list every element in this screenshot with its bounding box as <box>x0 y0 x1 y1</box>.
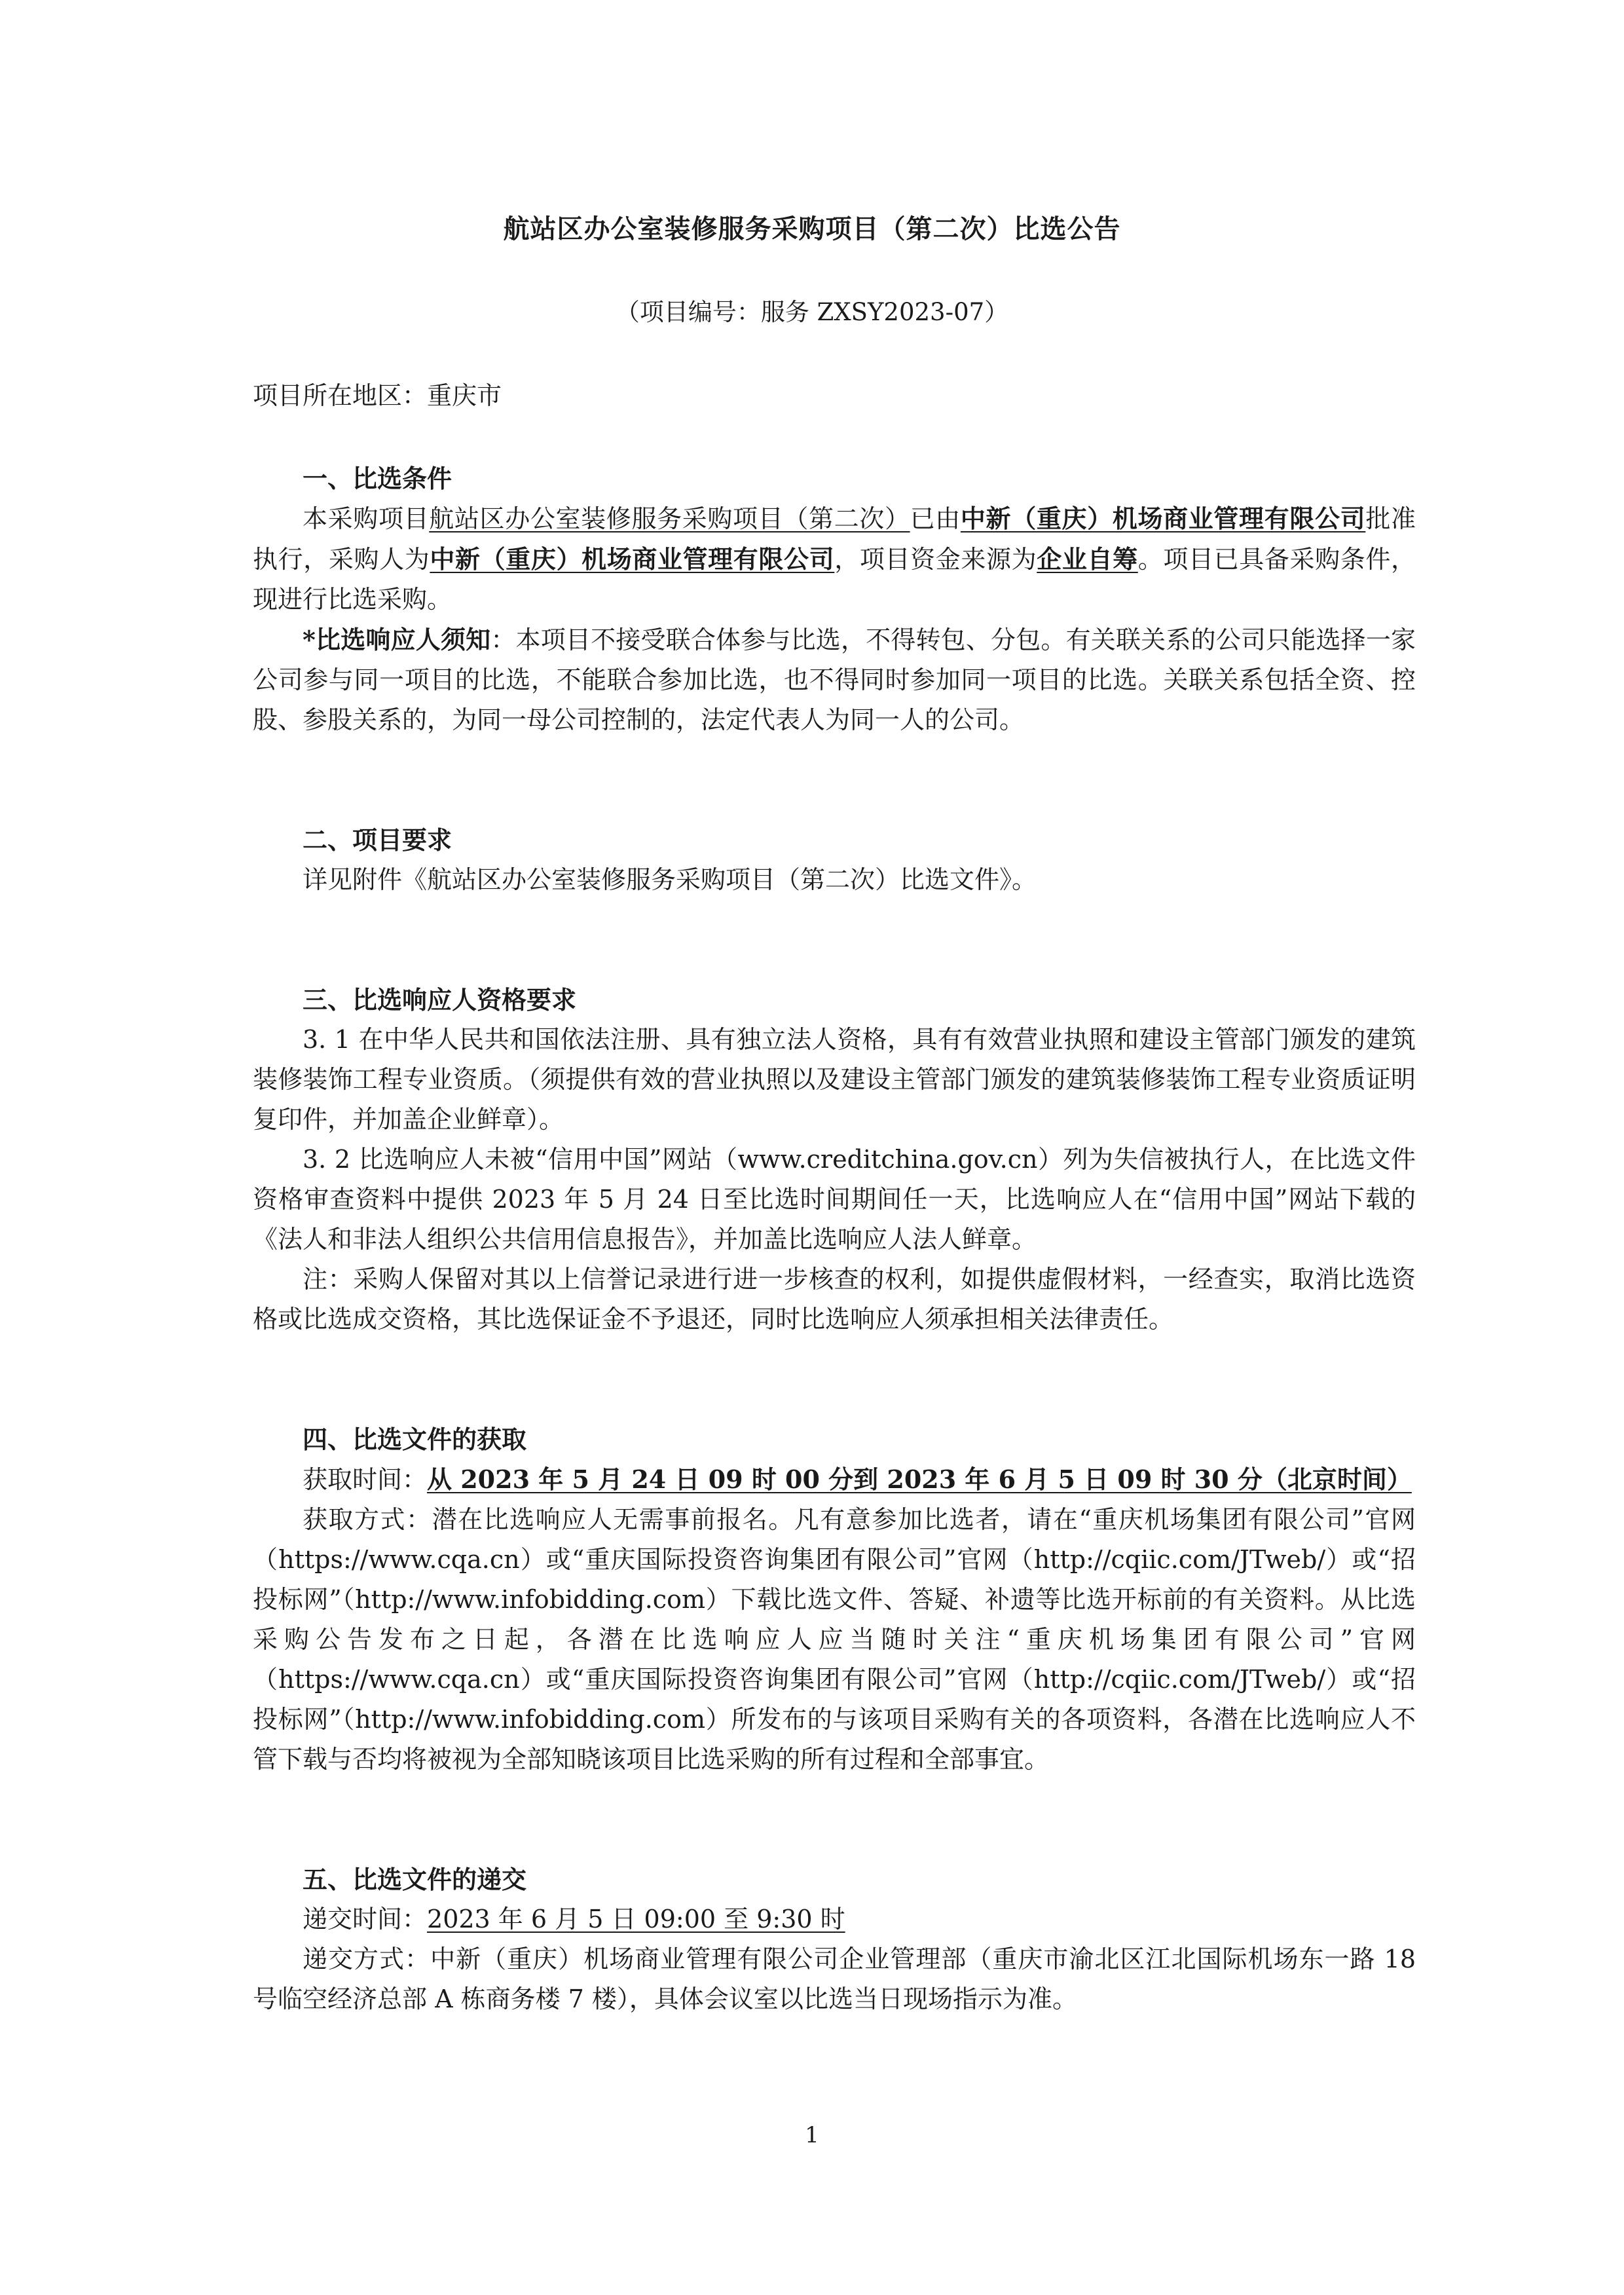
spacer <box>253 900 1416 980</box>
spacer <box>253 740 1416 820</box>
section-3-paragraph-1: 3. 1 在中华人民共和国依法注册、具有独立法人资格，具有有效营业执照和建设主管部门颁发的建筑装修装饰工程专业资质。（须提供有效的营业执照以及建设主管部门颁发的建筑装修装饰工程专业资质证明复印件，并加盖企业鲜章）。 <box>253 1025 1416 1134</box>
section-1-paragraph-2 <box>253 620 1416 740</box>
section-5-heading: 五、比选文件的递交 <box>303 1865 527 1894</box>
text-span: ，项目资金来源为 <box>834 545 1037 574</box>
acquisition-time-value: 从 2023 年 5 月 24 日 09 时 00 分到 2023 年 6 月 5 日 09 时 30 分（北京时间） <box>427 1465 1412 1494</box>
text-span: 批准执行，采购人为 <box>253 504 1416 574</box>
submission-method: 递交方式：中新（重庆）机场商业管理有限公司企业管理部（重庆市渝北区江北国际机场东一路 18 号临空经济总部 A 栋商务楼 7 楼），具体会议室以比选当日现场指示为准。 <box>253 1945 1416 2013</box>
page-number: 1 <box>805 2122 819 2148</box>
section-3-paragraph-2: 3. 2 比选响应人未被“信用中国”网站（www.creditchina.gov.cn）列为失信被执行人，在比选文件资格审查资料中提供 2023 年 5 月 24 日至比选时间期间任一天，比选响应人在“信用中国”网站下载的《法人和非法人组织公共信用信息报告》，并加盖比选响应人法人鲜章。 <box>253 1145 1416 1254</box>
project-region: 项目所在地区：重庆市 <box>253 381 502 410</box>
text-span: 已由 <box>910 504 961 533</box>
spacer <box>253 1780 1416 1859</box>
section-4-heading: 四、比选文件的获取 <box>303 1425 527 1454</box>
document-body <box>253 458 1416 2019</box>
section-2-heading: 二、项目要求 <box>303 825 452 855</box>
text-span: 。项目已具备采购条件，现进行比选采购。 <box>253 545 1416 614</box>
text-span: ：本项目不接受联合体参与比选，不得转包、分包。有关联关系的公司只能选择一家公司参与同一项目的比选，不能联合参加比选，也不得同时参加同一项目的比选。关联关系包括全资、控股、参股关系的，为同一母公司控制的，法定代表人为同一人的公司。 <box>253 625 1416 734</box>
section-3-heading: 三、比选响应人资格要求 <box>303 985 577 1015</box>
submission-time <box>253 1899 1416 1939</box>
section-2-text: 详见附件《航站区办公室装修服务采购项目（第二次）比选文件》。 <box>303 865 1037 894</box>
text-span: 递交时间： <box>303 1905 428 1933</box>
text-span: 获取时间： <box>303 1465 428 1494</box>
acquisition-time <box>253 1459 1416 1500</box>
section-1-paragraph-1 <box>253 498 1416 620</box>
project-name: 航站区办公室装修服务采购项目（第二次） <box>429 504 910 533</box>
section-3-paragraph-3: 注：采购人保留对其以上信誉记录进行进一步核查的权利，如提供虚假材料，一经查实，取消比选资格或比选成交资格，其比选保证金不予退还，同时比选响应人须承担相关法律责任。 <box>253 1265 1416 1334</box>
project-number: （项目编号：服务 ZXSY2023-07） <box>615 298 1009 326</box>
acquisition-method: 获取方式：潜在比选响应人无需事前报名。凡有意参加比选者，请在“重庆机场集团有限公司”官网（https://www.cqa.cn）或“重庆国际投资咨询集团有限公司”官网（http://cqiic.com/JTweb/）或“招投标网”（http://www.infobidding.com）下载比选文件、答疑、补遗等比选开标前的有关资料。从比选采购公告发布之日起，各潜在比选响应人应当随时关注“重庆机场集团有限公司”官网（https://www.cqa.cn）或“重庆国际投资咨询集团有限公司”官网（http://cqiic.com/JTweb/）或“招投标网”（http://www.infobidding.com）所发布的与该项目采购有关的各项资料，各潜在比选响应人不管下载与否均将被视为全部知晓该项目比选采购的所有过程和全部事宜。 <box>253 1505 1416 1774</box>
notice-label: *比选响应人须知 <box>303 625 491 654</box>
text-span: 本采购项目 <box>303 504 430 533</box>
page-title: 航站区办公室装修服务采购项目（第二次）比选公告 <box>503 214 1121 244</box>
fund-source: 企业自筹 <box>1037 544 1138 574</box>
section-1-heading: 一、比选条件 <box>303 464 452 493</box>
buyer-name: 中新（重庆）机场商业管理有限公司 <box>430 544 835 574</box>
submission-time-value: 2023 年 6 月 5 日 09:00 至 9:30 时 <box>427 1905 845 1933</box>
spacer <box>253 1339 1416 1419</box>
approver-name: 中新（重庆）机场商业管理有限公司 <box>960 504 1366 533</box>
